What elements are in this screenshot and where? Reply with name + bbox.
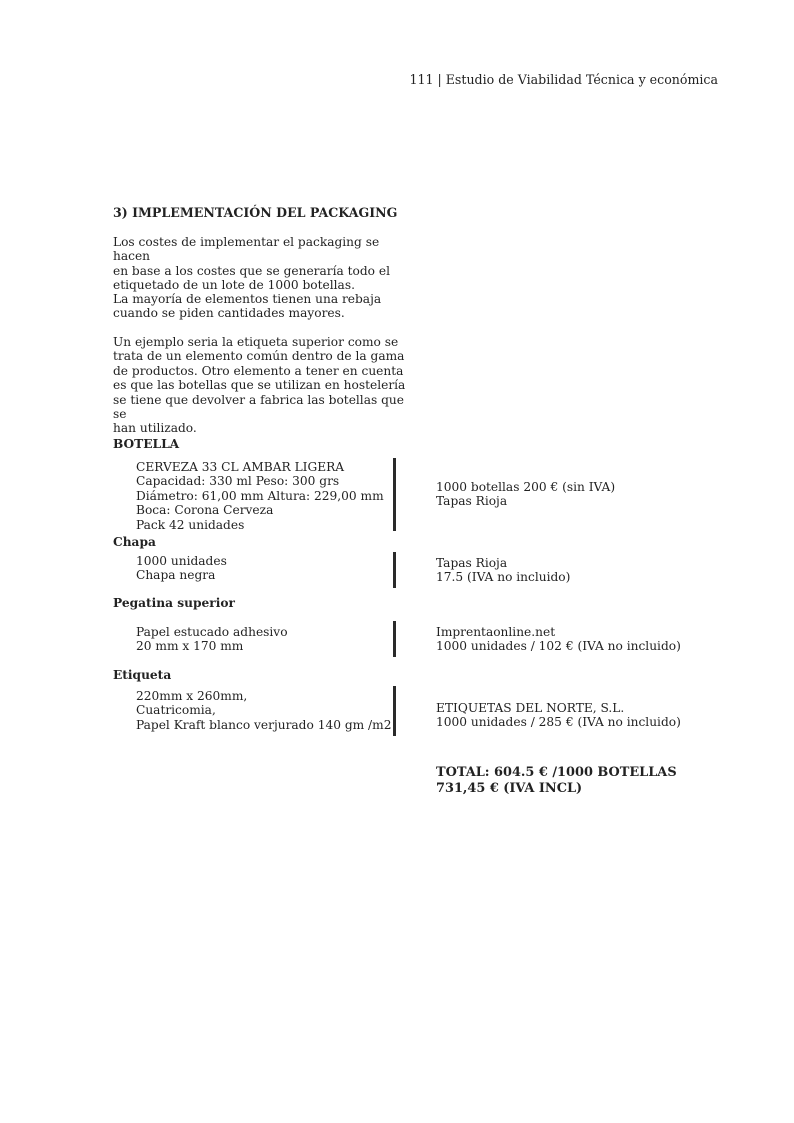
paragraph-line: se tiene que devolver a fabrica las botellas que se bbox=[113, 392, 404, 422]
divider-bar bbox=[393, 552, 396, 588]
item-supplier-chapa bbox=[436, 556, 570, 585]
detail-line: Chapa negra bbox=[136, 568, 216, 583]
item-supplier-etiqueta bbox=[436, 701, 681, 730]
divider-bar bbox=[393, 686, 396, 736]
paragraph-line: de productos. Otro elemento a tener en cuenta bbox=[113, 363, 404, 378]
item-label-etiqueta: Etiqueta bbox=[113, 668, 172, 682]
detail-line: CERVEZA 33 CL AMBAR LIGERA bbox=[136, 460, 345, 474]
detail-line: 1000 unidades bbox=[136, 554, 227, 568]
detail-line: Cuatricomia, bbox=[136, 703, 216, 718]
item-label-botella: BOTELLA bbox=[113, 437, 180, 451]
divider-bar bbox=[393, 458, 396, 531]
supplier-line: Tapas Rioja bbox=[436, 556, 508, 570]
paragraph-line: etiquetado de un lote de 1000 botellas. bbox=[113, 278, 355, 293]
detail-line: Pack 42 unidades bbox=[136, 517, 245, 532]
detail-line: Capacidad: 330 ml Peso: 300 grs bbox=[136, 474, 340, 489]
divider-bar bbox=[393, 621, 396, 657]
supplier-line: 1000 unidades / 285 € (IVA no incluido) bbox=[436, 715, 681, 730]
item-label-chapa: Chapa bbox=[113, 535, 156, 549]
item-details-pegatina bbox=[136, 625, 288, 654]
paragraph-line: trata de un elemento común dentro de la gama bbox=[113, 349, 405, 364]
paragraph-line: es que las botellas que se utilizan en hostelería bbox=[113, 378, 406, 393]
paragraph-line: en base a los costes que se generaría todo el bbox=[113, 263, 390, 278]
item-supplier-pegatina bbox=[436, 625, 681, 654]
detail-line: Diámetro: 61,00 mm Altura: 229,00 mm bbox=[136, 488, 384, 503]
supplier-line: 1000 unidades / 102 € (IVA no incluido) bbox=[436, 639, 681, 654]
detail-line: 20 mm x 170 mm bbox=[136, 639, 244, 654]
detail-line: 220mm x 260mm, bbox=[136, 689, 248, 703]
paragraph-line: han utilizado. bbox=[113, 421, 197, 436]
item-label-pegatina: Pegatina superior bbox=[113, 596, 235, 610]
paragraph-line: Los costes de implementar el packaging se hacen bbox=[113, 235, 380, 264]
section-title: 3) IMPLEMENTACIÓN DEL PACKAGING bbox=[113, 205, 398, 220]
paragraph-discounts bbox=[113, 292, 413, 321]
running-header: 111 | Estudio de Viabilidad Técnica y económica bbox=[409, 72, 718, 87]
item-supplier-botella bbox=[436, 480, 615, 509]
paragraph-line: Un ejemplo seria la etiqueta superior como se bbox=[113, 335, 399, 349]
item-details-botella bbox=[136, 460, 384, 532]
paragraph-line: La mayoría de elementos tienen una rebaja bbox=[113, 292, 382, 306]
item-details-chapa bbox=[136, 554, 227, 583]
detail-line: Papel estucado adhesivo bbox=[136, 625, 288, 639]
supplier-line: ETIQUETAS DEL NORTE, S.L. bbox=[436, 701, 625, 715]
detail-line: Boca: Corona Cerveza bbox=[136, 503, 274, 518]
supplier-line: 17.5 (IVA no incluido) bbox=[436, 570, 571, 585]
paragraph-example bbox=[113, 335, 413, 436]
supplier-line: Tapas Rioja bbox=[436, 494, 508, 509]
total-summary bbox=[436, 765, 677, 797]
total-line-iva: 731,45 € (IVA INCL) bbox=[436, 781, 583, 796]
paragraph-intro bbox=[113, 235, 413, 293]
total-line: TOTAL: 604.5 € /1000 BOTELLAS bbox=[436, 765, 677, 780]
paragraph-line: cuando se piden cantidades mayores. bbox=[113, 306, 345, 321]
supplier-line: Imprentaonline.net bbox=[436, 625, 556, 639]
supplier-line: 1000 botellas 200 € (sin IVA) bbox=[436, 480, 616, 494]
detail-line: Papel Kraft blanco verjurado 140 gm /m2 bbox=[136, 717, 392, 732]
item-details-etiqueta bbox=[136, 689, 391, 732]
